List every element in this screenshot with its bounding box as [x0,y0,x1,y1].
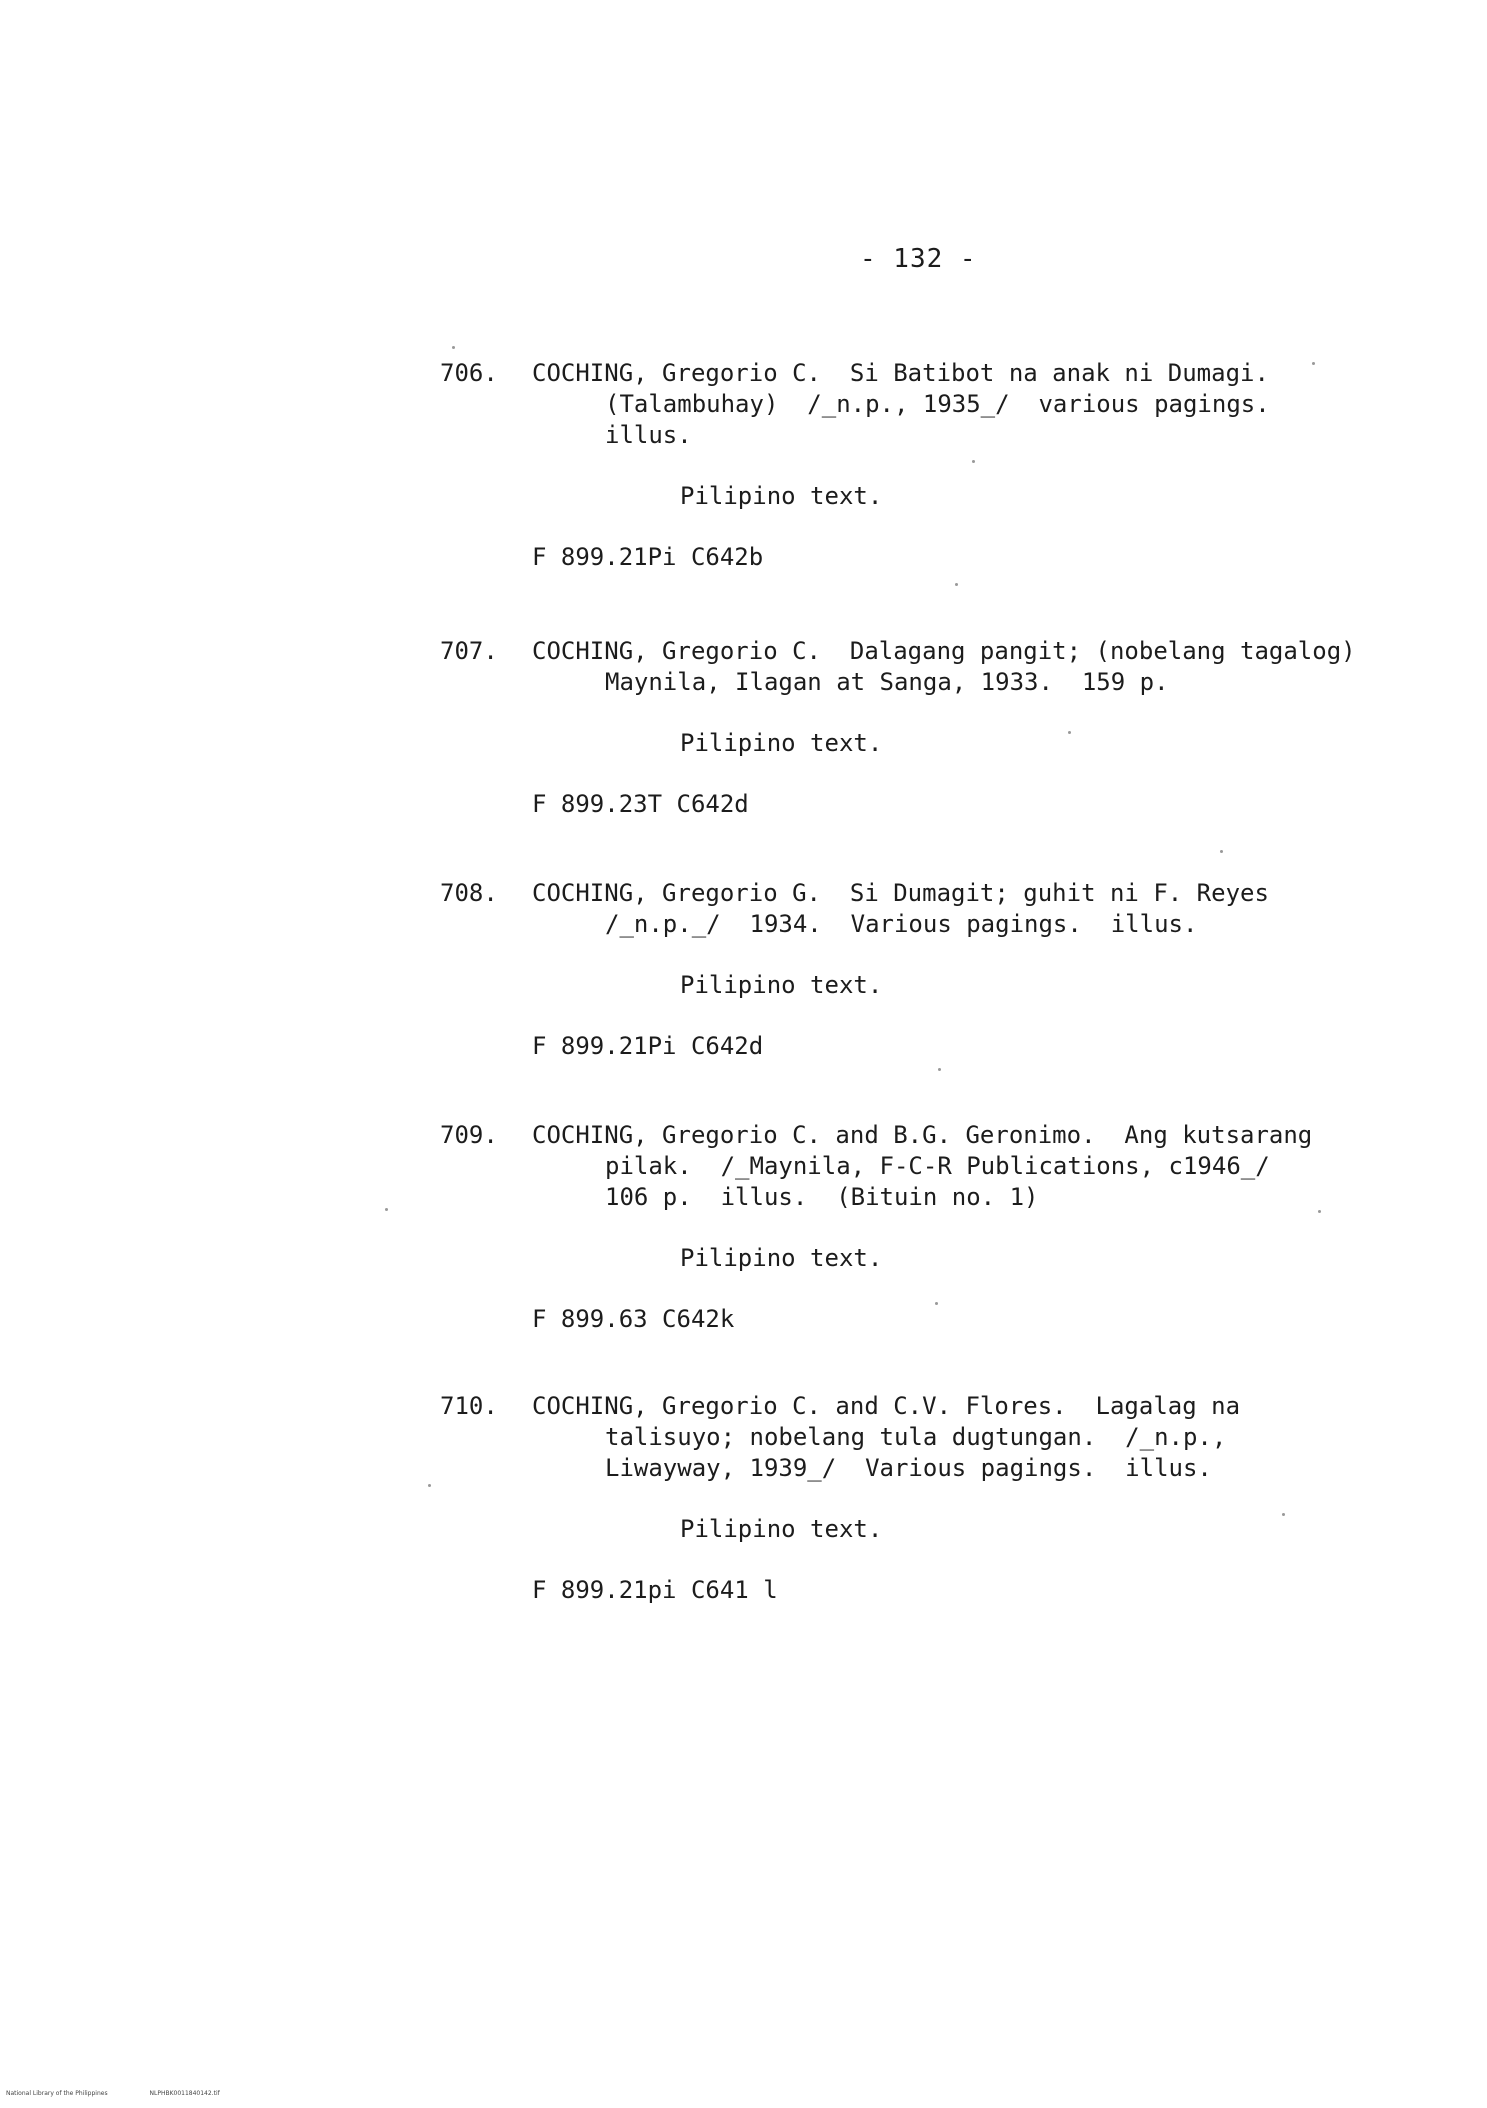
scan-speck [1282,1513,1285,1516]
bibliography-entry-706 [440,358,1400,573]
entry-line: Maynila, Ilagan at Sanga, 1933. 159 p. [605,668,1169,696]
entry-line: talisuyo; nobelang tula dugtungan. /_n.p., [605,1423,1227,1451]
entry-number: 707. [440,637,498,665]
call-number: F 899.63 C642k [532,1305,735,1333]
call-number: F 899.23T C642d [532,790,749,818]
entry-number: 708. [440,879,498,907]
scan-speck [1318,1210,1321,1213]
entry-note: Pilipino text. [680,482,883,510]
entry-number: 709. [440,1121,498,1149]
scan-speck [452,346,455,349]
entry-note: Pilipino text. [680,1244,883,1272]
page-number: - 132 - [860,244,977,274]
entry-line: pilak. /_Maynila, F-C-R Publications, c1946_/ [605,1152,1270,1180]
scan-speck [1312,362,1315,365]
entry-line: Liwayway, 1939_/ Various pagings. illus. [605,1454,1212,1482]
entry-line: 106 p. illus. (Bituin no. 1) [605,1183,1039,1211]
scan-speck [938,1068,941,1071]
bibliography-entry-709 [440,1120,1400,1335]
entry-line: COCHING, Gregorio C. Dalagang pangit; (nobelang tagalog) [532,637,1356,665]
call-number: F 899.21Pi C642d [532,1032,764,1060]
bibliography-entry-707 [440,636,1400,820]
scan-speck [935,1302,938,1305]
scan-speck [972,460,975,463]
entry-line: illus. [605,421,692,449]
entry-line: (Talambuhay) /_n.p., 1935_/ various pagings. [605,390,1270,418]
scan-speck [1068,731,1071,734]
entry-note: Pilipino text. [680,729,883,757]
footer-source: National Library of the Philippines [6,2090,108,2097]
footer-filename: NLPHBK0011840142.tif [149,2090,220,2097]
entry-line: COCHING, Gregorio C. and C.V. Flores. Lagalag na [532,1392,1241,1420]
scan-speck [1220,850,1223,853]
entry-note: Pilipino text. [680,1515,883,1543]
entry-line: /_n.p._/ 1934. Various pagings. illus. [605,910,1198,938]
scan-speck [428,1484,431,1487]
entry-number: 710. [440,1392,498,1420]
bibliography-entry-708 [440,878,1400,1062]
scan-speck [385,1208,388,1211]
scan-footer [6,2090,260,2097]
entry-line: COCHING, Gregorio C. Si Batibot na anak ni Dumagi. [532,359,1269,387]
call-number: F 899.21Pi C642b [532,543,764,571]
bibliography-entry-710 [440,1391,1400,1606]
entry-line: COCHING, Gregorio C. and B.G. Geronimo. Ang kutsarang [532,1121,1313,1149]
entry-line: COCHING, Gregorio G. Si Dumagit; guhit ni F. Reyes [532,879,1269,907]
entry-note: Pilipino text. [680,971,883,999]
scan-speck [955,583,958,586]
entry-number: 706. [440,359,498,387]
call-number: F 899.21pi C641 l [532,1576,778,1604]
